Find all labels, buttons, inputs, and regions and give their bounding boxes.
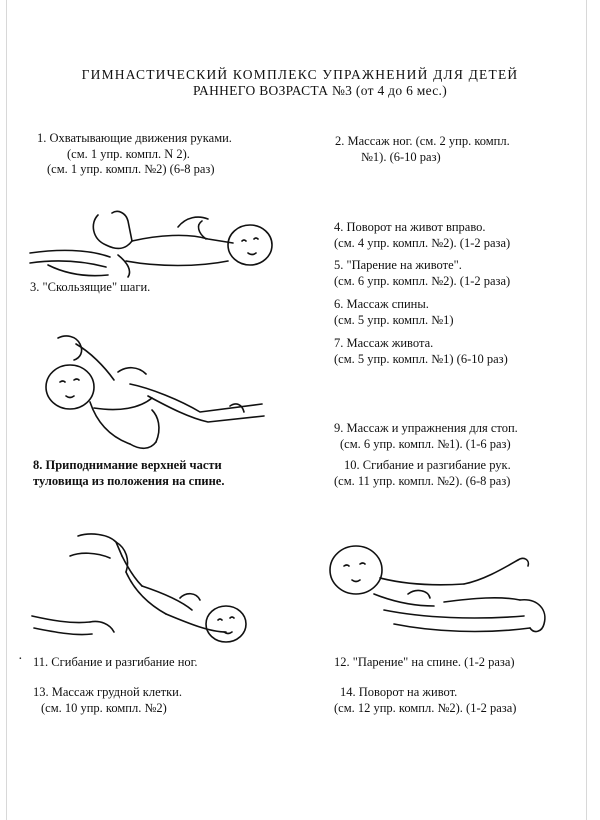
bullet-mark: · bbox=[18, 652, 23, 667]
exercise-8 bbox=[33, 458, 224, 489]
exercise-1-ref-a: (см. 1 упр. компл. N 2). bbox=[67, 146, 190, 161]
illustration-sliding-steps bbox=[28, 205, 278, 285]
illustration-upper-body-raising bbox=[30, 332, 270, 457]
exercise-13 bbox=[33, 685, 182, 716]
exercise-14 bbox=[334, 685, 516, 716]
illustration-leg-flexing bbox=[30, 528, 250, 653]
exercise-14-title: 14. Поворот на живот. bbox=[340, 685, 458, 699]
exercise-7-ref: (см. 5 упр. компл. №1) (6-10 раз) bbox=[334, 351, 508, 366]
exercise-6-ref: (см. 5 упр. компл. №1) bbox=[334, 312, 454, 327]
exercise-12-title: 12. "Парение" на спине. (1-2 раза) bbox=[334, 655, 515, 669]
exercise-1 bbox=[37, 131, 232, 178]
exercise-5 bbox=[334, 258, 510, 289]
exercise-13-ref: (см. 10 упр. компл. №2) bbox=[41, 700, 167, 715]
exercise-8-title: 8. Приподнимание верхней части bbox=[33, 458, 222, 472]
document-title bbox=[0, 67, 600, 99]
exercise-9-ref: (см. 6 упр. компл. №1). (1-6 раз) bbox=[340, 436, 511, 451]
exercise-4-ref: (см. 4 упр. компл. №2). (1-2 раза) bbox=[334, 235, 511, 250]
exercise-8-detail: туловища из положения на спине. bbox=[33, 473, 225, 488]
exercise-14-ref: (см. 12 упр. компл. №2). (1-2 раза) bbox=[334, 700, 517, 715]
title-line-2: РАННЕГО ВОЗРАСТА №3 (от 4 до 6 мес.) bbox=[192, 83, 448, 98]
page-edge-left bbox=[6, 0, 7, 820]
exercise-2-title: 2. Массаж ног. (см. 2 упр. компл. bbox=[335, 134, 510, 148]
illustration-back-soaring bbox=[324, 540, 554, 645]
title-line-1: ГИМНАСТИЧЕСКИЙ КОМПЛЕКС УПРАЖНЕНИЙ ДЛЯ ДЕТЕЙ bbox=[81, 67, 519, 82]
exercise-11 bbox=[33, 655, 198, 671]
exercise-10 bbox=[334, 458, 511, 489]
exercise-11-title: 11. Сгибание и разгибание ног. bbox=[33, 655, 198, 669]
exercise-1-ref-b: (см. 1 упр. компл. №2) (6-8 раз) bbox=[47, 162, 215, 176]
exercise-3-title: 3. "Скользящие" шаги. bbox=[30, 280, 151, 294]
exercise-5-title: 5. "Парение на животе". bbox=[334, 258, 462, 272]
exercise-5-ref: (см. 6 упр. компл. №2). (1-2 раза) bbox=[334, 273, 511, 288]
exercise-6 bbox=[334, 297, 454, 328]
exercise-2-ref: №1). (6-10 раз) bbox=[361, 149, 441, 164]
exercise-1-title: 1. Охватывающие движения руками. bbox=[37, 131, 232, 145]
exercise-6-title: 6. Массаж спины. bbox=[334, 297, 429, 311]
exercise-7 bbox=[334, 336, 508, 367]
exercise-9 bbox=[334, 421, 518, 452]
exercise-7-title: 7. Массаж живота. bbox=[334, 336, 434, 350]
exercise-10-ref: (см. 11 упр. компл. №2). (6-8 раз) bbox=[334, 473, 511, 488]
page-edge-right bbox=[586, 0, 587, 820]
exercise-4-title: 4. Поворот на живот вправо. bbox=[334, 220, 486, 234]
exercise-12 bbox=[334, 655, 515, 671]
exercise-10-title: 10. Сгибание и разгибание рук. bbox=[344, 458, 511, 472]
exercise-4 bbox=[334, 220, 510, 251]
exercise-2 bbox=[335, 134, 510, 165]
exercise-9-title: 9. Массаж и упражнения для стоп. bbox=[334, 421, 518, 435]
exercise-13-title: 13. Массаж грудной клетки. bbox=[33, 685, 182, 699]
